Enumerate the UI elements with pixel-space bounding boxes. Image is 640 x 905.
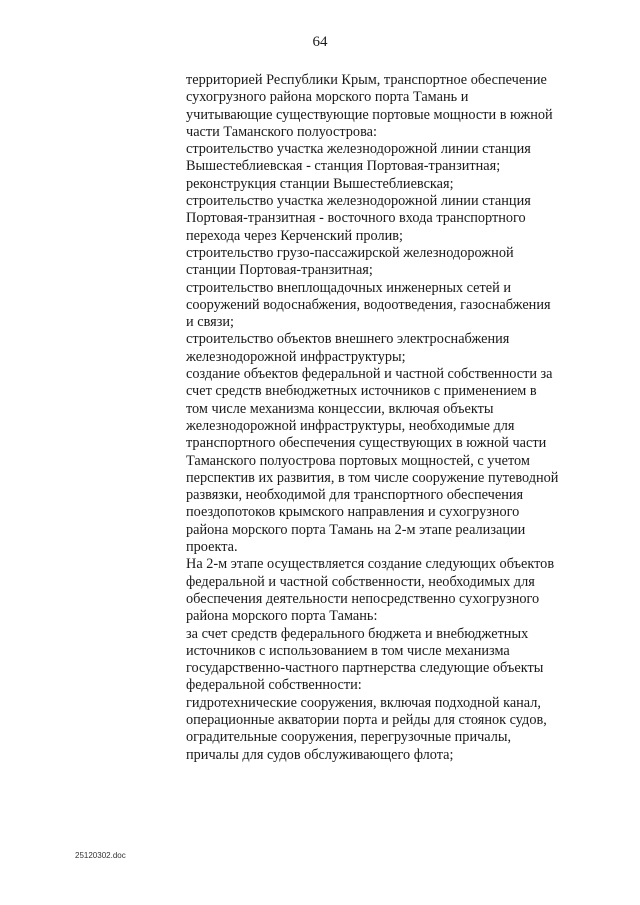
text-line: учитывающие существующие портовые мощности в южной (186, 106, 553, 123)
footer-filename: 25120302.doc (75, 851, 126, 860)
text-line: и связи; (186, 314, 234, 331)
text-line: строительство внеплощадочных инженерных сетей и (186, 279, 511, 296)
text-line: перехода через Керченский пролив; (186, 227, 404, 244)
document-body (186, 72, 581, 764)
text-line: сухогрузного района морского порта Тамань и (186, 89, 469, 106)
text-line: государственно-частного партнерства следующие объекты (186, 660, 544, 677)
page-number: 64 (312, 34, 328, 50)
text-line: проекта. (186, 539, 238, 556)
text-line: территорией Республики Крым, транспортное обеспечение (186, 72, 547, 88)
text-line: железнодорожной инфраструктуры; (186, 348, 406, 365)
text-line: операционные акватории порта и рейды для стоянок судов, (186, 711, 547, 728)
text-line: района морского порта Тамань на 2-м этапе реализации (186, 521, 526, 538)
text-line: реконструкция станции Вышестеблиевская; (186, 175, 454, 192)
text-line: оградительные сооружения, перегрузочные причалы, (186, 729, 512, 746)
text-line: строительство участка железнодорожной линии станция (186, 193, 531, 210)
text-line: района морского порта Тамань: (186, 608, 378, 625)
text-line: поездопотоков крымского направления и сухогрузного (186, 504, 520, 521)
text-line: федеральной собственности: (186, 677, 362, 694)
text-line: Портовая-транзитная - восточного входа транспортного (186, 210, 526, 227)
text-line: том числе механизма концессии, включая объекты (186, 400, 494, 417)
text-line: На 2-м этапе осуществляется создание следующих объектов (186, 556, 555, 573)
text-line: перспектив их развития, в том числе сооружение путеводной (186, 469, 559, 486)
text-line: сооружений водоснабжения, водоотведения, газоснабжения (186, 296, 551, 313)
text-line: железнодорожной инфраструктуры, необходимые для (186, 417, 515, 434)
text-line: обеспечения деятельности непосредственно сухогрузного (186, 590, 540, 607)
text-line: станции Портовая-транзитная; (186, 262, 373, 279)
text-line: федеральной и частной собственности, необходимых для (186, 573, 535, 590)
text-line: развязки, необходимой для транспортного обеспечения (186, 487, 524, 504)
text-line: за счет средств федерального бюджета и внебюджетных (186, 625, 529, 642)
text-line: причалы для судов обслуживающего флота; (186, 746, 454, 763)
text-line: Таманского полуострова портовых мощностей, с учетом (186, 452, 530, 469)
text-line: Вышестеблиевская - станция Портовая-транзитная; (186, 158, 501, 175)
text-line: гидротехнические сооружения, включая подходной канал, (186, 694, 541, 711)
text-line: части Таманского полуострова: (186, 123, 377, 140)
text-line: строительство грузо-пассажирской железнодорожной (186, 244, 514, 261)
text-line: строительство участка железнодорожной линии станция (186, 141, 531, 158)
text-line: транспортного обеспечения существующих в южной части (186, 435, 547, 452)
text-line: счет средств внебюджетных источников с применением в (186, 383, 537, 400)
text-line: источников с использованием в том числе механизма (186, 642, 510, 659)
text-line: строительство объектов внешнего электроснабжения (186, 331, 510, 348)
text-line: создание объектов федеральной и частной собственности за (186, 366, 553, 383)
